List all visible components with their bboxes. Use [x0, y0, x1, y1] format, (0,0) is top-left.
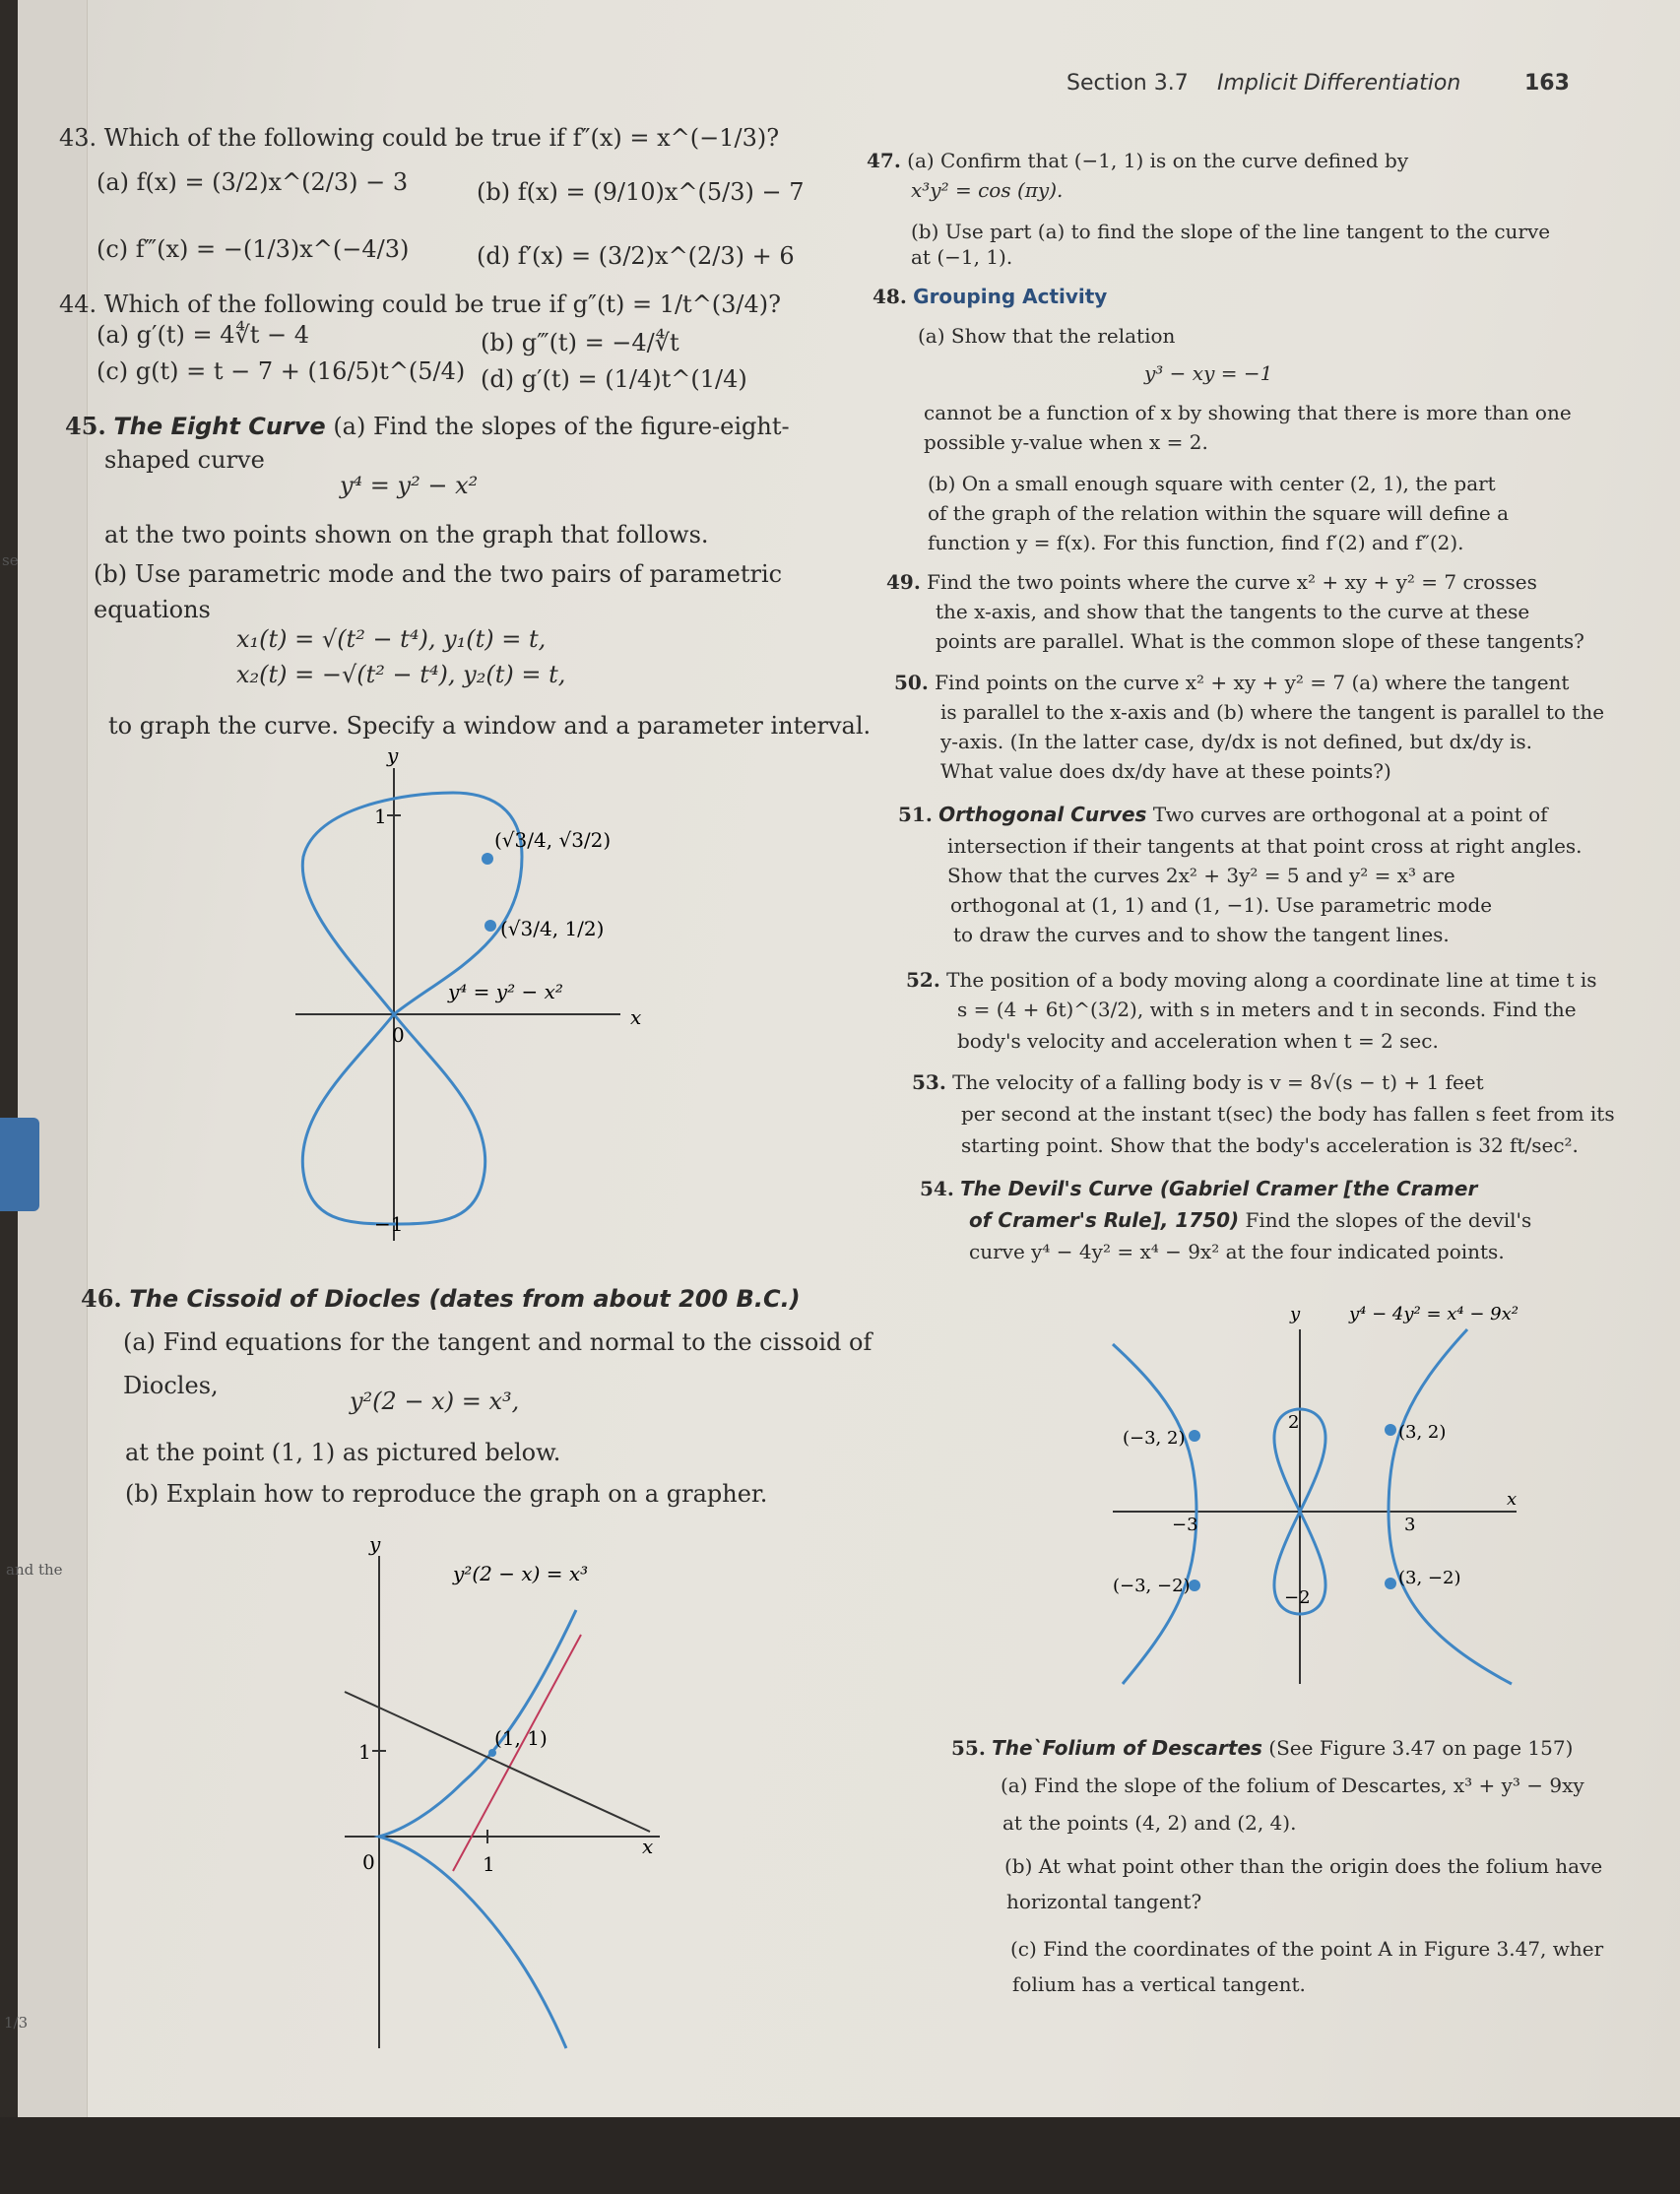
q49-l2: the x-axis, and show that the tangents to the curve at these — [936, 600, 1530, 623]
q45-title: The Eight Curve — [113, 413, 326, 440]
q49-l1: Find the two points where the curve x² + xy + y² = 7 crosses — [927, 570, 1537, 594]
q55-c2: folium has a vertical tangent. — [1012, 1972, 1306, 1996]
q46-equation: y²(2 − x) = x³, — [350, 1387, 520, 1415]
q52-l3: body's velocity and acceleration when t = 2 sec. — [957, 1029, 1439, 1053]
q53-number: 53. — [912, 1070, 946, 1094]
devils-point-4-label: (3, −2) — [1398, 1568, 1461, 1588]
q50-l1: Find points on the curve x² + xy + y² = 7 (a) where the tangent — [935, 671, 1570, 694]
eight-point-1-label: (√3/4, √3/2) — [494, 828, 612, 852]
q44-option-d: (d) g′(t) = (1/4)t^(1/4) — [481, 365, 747, 393]
devils-point-2-label: (3, 2) — [1398, 1422, 1447, 1443]
devils-point-3 — [1189, 1580, 1200, 1591]
section-title: Implicit Differentiation — [1217, 71, 1461, 96]
devils-tick-2: 2 — [1288, 1412, 1300, 1433]
q45-line5: equations — [94, 596, 211, 623]
q54-l1: Find the slopes of the devil's — [1245, 1208, 1532, 1232]
eight-point-2-label: (√3/4, 1/2) — [500, 917, 605, 940]
q45-line3: at the two points shown on the graph that follows. — [104, 521, 709, 548]
eight-x-label: x — [630, 1005, 642, 1029]
devils-point-4 — [1385, 1578, 1396, 1589]
q48-b3: function y = f(x). For this function, find f′(2) and f″(2). — [928, 531, 1464, 554]
q45-line6: to graph the curve. Specify a window and a parameter interval. — [108, 712, 872, 740]
devils-curve-graph — [1103, 1290, 1556, 1704]
eight-origin-label: 0 — [392, 1023, 405, 1047]
cissoid-tick-y-label: 1 — [358, 1740, 371, 1764]
q51-number: 51. — [898, 803, 933, 826]
q47-a1: (a) Confirm that (−1, 1) is on the curve defined by — [907, 149, 1409, 172]
eight-tick-bottom-label: −1 — [374, 1212, 404, 1236]
q45-number: 45. — [65, 412, 106, 440]
q55-b1: (b) At what point other than the origin does the folium have — [1004, 1854, 1603, 1878]
q51-l1: Two curves are orthogonal at a point of — [1152, 803, 1548, 826]
q50-number: 50. — [894, 671, 929, 694]
devils-point-1 — [1189, 1430, 1200, 1442]
q45-equation: y⁴ = y² − x² — [340, 472, 479, 499]
cissoid-point — [488, 1749, 496, 1757]
q47-b1: (b) Use part (a) to find the slope of the line tangent to the curve — [911, 220, 1551, 243]
q51-l5: to draw the curves and to show the tangent lines. — [953, 923, 1450, 946]
q54-title1: The Devil's Curve (Gabriel Cramer [the Cramer — [960, 1177, 1478, 1200]
q48-eq: y³ − xy = −1 — [1144, 361, 1273, 385]
devils-right-branch — [1389, 1329, 1512, 1684]
q55-title: The`Folium of Descartes — [992, 1736, 1262, 1760]
q50-l2: is parallel to the x-axis and (b) where the tangent is parallel to the — [940, 700, 1605, 724]
devils-tick-m2: −2 — [1284, 1587, 1311, 1608]
cissoid-curve-label: y²(2 − x) = x³ — [453, 1562, 589, 1585]
q48-a2: cannot be a function of x by showing that there is more than one — [924, 401, 1572, 424]
q46-line3: at the point (1, 1) as pictured below. — [125, 1439, 561, 1466]
q44-option-b: (b) g‴(t) = −4/∜t — [481, 329, 679, 356]
q48-a1: (a) Show that the relation — [918, 324, 1176, 348]
q51-l3: Show that the curves 2x² + 3y² = 5 and y² = x³ are — [947, 864, 1455, 887]
devils-point-3-label: (−3, −2) — [1113, 1576, 1191, 1596]
eight-tick-top-label: 1 — [374, 805, 387, 828]
q48-b2: of the graph of the relation within the square will define a — [928, 501, 1510, 525]
q55-a1: (a) Find the slope of the folium of Descartes, x³ + y³ − 9xy — [1001, 1774, 1584, 1797]
q46-line4: (b) Explain how to reproduce the graph on a grapher. — [125, 1480, 768, 1508]
q52-l1: The position of a body moving along a coordinate line at time t is — [946, 968, 1597, 992]
q55-number: 55. — [951, 1736, 986, 1760]
q47-number: 47. — [867, 149, 901, 172]
q54-title2: of Cramer's Rule], 1750) — [969, 1208, 1240, 1232]
q46-line2: Diocles, — [123, 1372, 219, 1399]
q44-stem: 44. Which of the following could be true if g″(t) = 1/t^(3/4)? — [59, 290, 782, 318]
q51-l2: intersection if their tangents at that point cross at right angles. — [947, 834, 1583, 858]
q44-option-c: (c) g(t) = t − 7 + (16/5)t^(5/4) — [97, 357, 466, 385]
q47-a2: x³y² = cos (πy). — [911, 178, 1064, 202]
eight-curve-label: y⁴ = y² − x² — [448, 980, 563, 1003]
margin-text-3: 1/3 — [4, 2014, 29, 2032]
q52-l2: s = (4 + 6t)^(3/2), with s in meters and t in seconds. Find the — [957, 998, 1577, 1021]
devils-y-label: y — [1290, 1304, 1301, 1324]
q43-option-a: (a) f(x) = (3/2)x^(2/3) − 3 — [97, 168, 409, 196]
q50-l4: What value does dx/dy have at these points?) — [940, 759, 1391, 783]
cissoid-origin-label: 0 — [362, 1850, 375, 1874]
q48-title: Grouping Activity — [913, 285, 1108, 308]
eight-point-1 — [482, 853, 493, 865]
normal-line — [345, 1692, 650, 1832]
cissoid-curve — [379, 1610, 576, 2048]
q45-line1: (a) Find the slopes of the figure-eight- — [333, 413, 790, 440]
q53-l3: starting point. Show that the body's acceleration is 32 ft/sec². — [961, 1133, 1579, 1157]
q50-l3: y-axis. (In the latter case, dy/dx is not defined, but dx/dy is. — [940, 730, 1532, 753]
q43-option-b: (b) f(x) = (9/10)x^(5/3) − 7 — [477, 178, 805, 206]
textbook-page — [18, 0, 1680, 2127]
cissoid-x-label: x — [642, 1835, 654, 1858]
cissoid-graph — [325, 1536, 719, 2068]
page-number: 163 — [1524, 71, 1570, 96]
devils-tick-m3: −3 — [1172, 1515, 1198, 1535]
q54-l2: curve y⁴ − 4y² = x⁴ − 9x² at the four indicated points. — [969, 1240, 1505, 1263]
q46-number: 46. — [81, 1284, 122, 1313]
q45-line2: shaped curve — [104, 446, 265, 474]
q49-number: 49. — [886, 570, 921, 594]
q52-number: 52. — [906, 968, 940, 992]
eight-y-label: y — [387, 748, 399, 767]
q45-param2: x₂(t) = −√(t² − t⁴), y₂(t) = t, — [236, 661, 566, 688]
cissoid-point-label: (1, 1) — [494, 1726, 548, 1750]
q48-number: 48. — [872, 285, 907, 308]
q55-b2: horizontal tangent? — [1006, 1890, 1202, 1913]
q49-l3: points are parallel. What is the common slope of these tangents? — [936, 629, 1584, 653]
q48-a3: possible y-value when x = 2. — [924, 430, 1208, 454]
previous-page-margin — [18, 0, 88, 2127]
q43-option-d: (d) f′(x) = (3/2)x^(2/3) + 6 — [477, 242, 795, 270]
q43-stem: 43. Which of the following could be true if f″(x) = x^(−1/3)? — [59, 124, 780, 152]
q46-title: The Cissoid of Diocles (dates from about 200 B.C.) — [129, 1285, 801, 1313]
q43-option-c: (c) f‴(x) = −(1/3)x^(−4/3) — [97, 235, 410, 263]
devils-curve-label: y⁴ − 4y² = x⁴ − 9x² — [1349, 1304, 1518, 1324]
q55-ref: (See Figure 3.47 on page 157) — [1268, 1736, 1574, 1760]
devils-tick-3: 3 — [1404, 1515, 1416, 1535]
q53-l1: The velocity of a falling body is v = 8√(s − t) + 1 feet — [952, 1070, 1484, 1094]
q48-b1: (b) On a small enough square with center (2, 1), the part — [928, 472, 1496, 495]
q47-b2: at (−1, 1). — [911, 245, 1013, 269]
q45-line4: (b) Use parametric mode and the two pairs of parametric — [94, 560, 783, 588]
q54-number: 54. — [920, 1177, 954, 1200]
devils-point-2 — [1385, 1424, 1396, 1436]
background-surface — [0, 2117, 1680, 2194]
eight-curve-graph — [276, 748, 670, 1260]
margin-tab — [0, 1118, 39, 1211]
cissoid-y-label: y — [369, 1536, 381, 1556]
devils-point-1-label: (−3, 2) — [1123, 1428, 1186, 1449]
margin-text-1: se — [2, 551, 19, 569]
q53-l2: per second at the instant t(sec) the body has fallen s feet from its — [961, 1102, 1615, 1126]
devils-x-label: x — [1507, 1489, 1518, 1510]
q45-param1: x₁(t) = √(t² − t⁴), y₁(t) = t, — [236, 625, 547, 653]
section-label: Section 3.7 — [1066, 71, 1189, 96]
q46-line1: (a) Find equations for the tangent and normal to the cissoid of — [123, 1328, 872, 1356]
cissoid-tick-x-label: 1 — [483, 1852, 495, 1876]
q55-c1: (c) Find the coordinates of the point A in Figure 3.47, wher — [1010, 1937, 1604, 1961]
q51-l4: orthogonal at (1, 1) and (1, −1). Use parametric mode — [950, 893, 1493, 917]
q44-option-a: (a) g′(t) = 4∜t − 4 — [97, 321, 310, 349]
eight-point-2 — [485, 920, 496, 932]
q51-title: Orthogonal Curves — [938, 803, 1147, 826]
margin-text-2: and the — [6, 1561, 63, 1579]
q55-a2: at the points (4, 2) and (2, 4). — [1002, 1811, 1297, 1835]
